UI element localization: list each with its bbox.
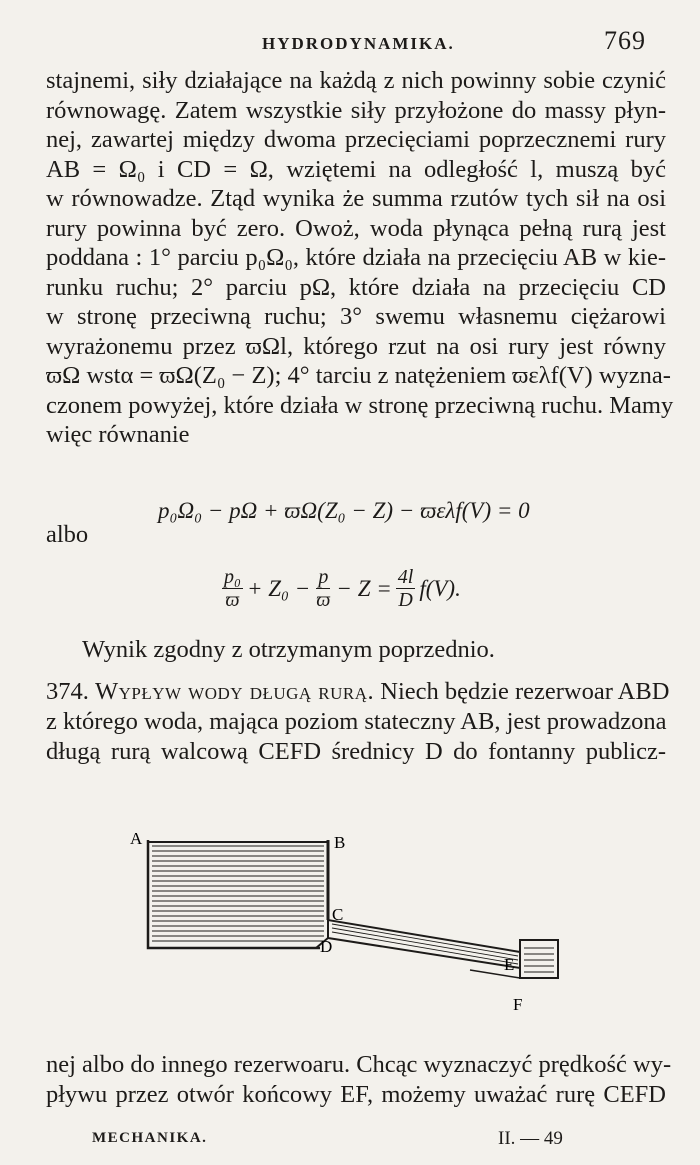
text-line: pływu przez otwór końcowy EF, możemy uważać rurę CEFD xyxy=(46,1080,666,1108)
numerator: 4l xyxy=(397,566,414,588)
page-header xyxy=(0,22,700,62)
printer-signature: MECHANIKA. xyxy=(92,1130,208,1146)
label-d: D xyxy=(320,937,333,956)
albo-word: albo xyxy=(46,521,89,548)
result-statement: Wynik zgodny z otrzymanym poprzednio. xyxy=(82,636,495,663)
fraction xyxy=(396,566,416,611)
denominator: ϖ xyxy=(225,589,240,611)
basin-hatching xyxy=(524,948,554,972)
label-e: E xyxy=(504,955,515,974)
text-line: więc równanie xyxy=(46,421,190,448)
closing-paragraph xyxy=(46,1050,672,1109)
text-line: AB = Ω₀ i CD = Ω, wziętemi na odległość l, muszą być xyxy=(46,155,666,183)
denominator: ϖ xyxy=(316,589,331,611)
equation-term: + Z₀ − xyxy=(246,575,311,601)
text-line: w stronę przeciwną ruchu; 3° swemu własnemu ciężarowi xyxy=(46,303,666,330)
running-title: HYDRODYNAMIKA. xyxy=(262,34,455,53)
fraction xyxy=(314,566,332,611)
text-line: czonem powyżej, które działa w stronę przeciwną ruchu. Mamy xyxy=(46,391,674,419)
main-paragraph xyxy=(46,66,674,450)
text-line: z którego woda, mająca poziom stateczny AB, jest prowadzona xyxy=(46,708,667,735)
text-line: nej, zawartej między dwoma przecięciami poprzecznemi rury xyxy=(46,126,666,153)
text-line: Niech będzie rezerwoar ABD xyxy=(380,678,670,705)
text-line: runku ruchu; 2° parciu pΩ, które działa na przecięciu CD xyxy=(46,273,666,301)
label-a: A xyxy=(130,829,143,848)
section-first-line xyxy=(46,677,670,707)
section-number: 374. xyxy=(46,678,89,705)
reservoir-figure xyxy=(120,820,580,1040)
text-line: wyrażonemu przez ϖΩl, którego rzut na osi rury jest równy xyxy=(46,332,666,360)
numerator: p₀ xyxy=(224,566,241,588)
text-line: poddana : 1° parciu p₀Ω₀, które działa na przecięciu AB w kie- xyxy=(46,244,666,271)
water-hatching xyxy=(152,846,324,941)
numerator: p xyxy=(318,566,329,588)
text-line: stajnemi, siły działające na każdą z nich powinny sobie czynić xyxy=(46,67,666,94)
equation-term: − Z = xyxy=(336,575,392,601)
page-number: 769 xyxy=(604,26,646,55)
label-c: C xyxy=(332,905,344,924)
text-line: w równowadze. Ztąd wynika że summa rzutów tych sił na osi xyxy=(46,185,666,212)
equation-2 xyxy=(222,566,461,611)
text-line: nej albo do innego rezerwoaru. Chcąc wyznaczyć prędkość wy- xyxy=(46,1051,672,1078)
section-title: Wypływ wody długą rurą. xyxy=(95,678,375,705)
equation-term: f(V). xyxy=(419,575,461,601)
label-f: F xyxy=(513,995,523,1014)
sheet-mark: II. — 49 xyxy=(498,1128,563,1149)
page-footer xyxy=(0,1130,700,1156)
fraction xyxy=(222,566,243,611)
pipe-hatching xyxy=(332,924,518,964)
text-line: rury powinna być zero. Owoż, woda płynąca pełną rurą jest xyxy=(46,214,666,242)
text-line: ϖΩ wstα = ϖΩ(Z₀ − Z); 4° tarciu z natężeniem ϖελf(V) wyzna- xyxy=(46,362,671,389)
denominator: D xyxy=(398,589,413,611)
text-line: równowagę. Zatem wszystkie siły przyłożone do massy płyn- xyxy=(46,96,666,124)
text-line: długą rurą walcową CEFD średnicy D do fontanny publicz- xyxy=(46,738,666,765)
equation-1: p₀Ω₀ − pΩ + ϖΩ(Z₀ − Z) − ϖελf(V) = 0 xyxy=(158,498,530,523)
label-b: B xyxy=(334,833,346,852)
section-374 xyxy=(46,677,670,767)
